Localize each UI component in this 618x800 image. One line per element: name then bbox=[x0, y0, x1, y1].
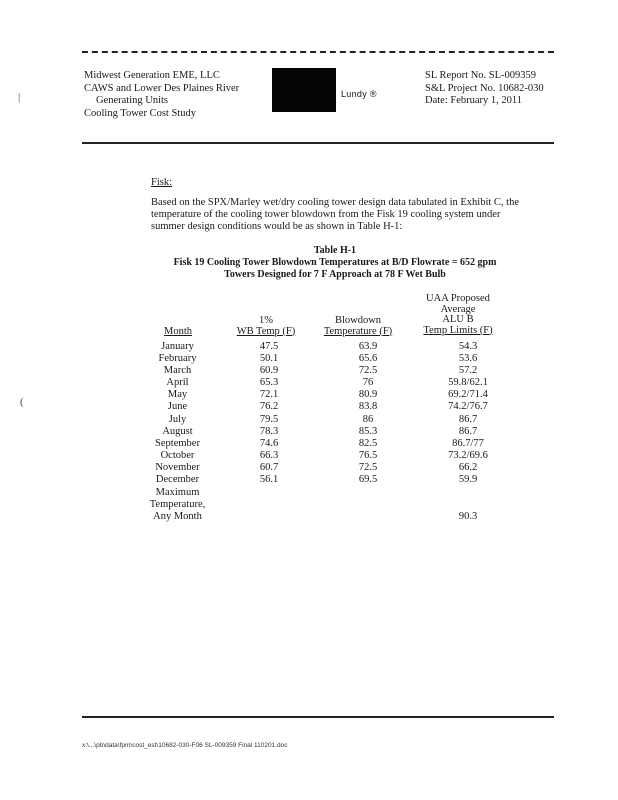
max-temperature-label: Maximum Temperature, Any Month bbox=[149, 487, 206, 523]
cell-blowdown-temp: 63.9 bbox=[358, 341, 378, 352]
cell-blowdown-temp: 72.5 bbox=[358, 461, 378, 473]
table-caption-number: Table H-1 bbox=[313, 245, 357, 256]
cell-uaa-limit: 53.6 bbox=[458, 353, 478, 365]
project-number: S&L Project No. 10682-030 bbox=[425, 82, 544, 94]
cell-month: April bbox=[166, 377, 189, 389]
table-row bbox=[120, 401, 520, 413]
cell-uaa-limit: 86.7/77 bbox=[452, 437, 484, 449]
cell-month: September bbox=[155, 437, 200, 449]
company-name: Midwest Generation EME, LLC bbox=[84, 70, 220, 81]
cell-month: July bbox=[168, 413, 187, 425]
cell-month: January bbox=[161, 341, 194, 352]
cell-blowdown-temp: 80.9 bbox=[358, 389, 378, 401]
cell-blowdown-temp: 86 bbox=[362, 413, 374, 425]
company-logo bbox=[272, 68, 336, 112]
table-caption-title: Fisk 19 Cooling Tower Blowdown Temperatures at B/D Flowrate = 652 gpm bbox=[173, 257, 497, 268]
report-date: Date: February 1, 2011 bbox=[425, 95, 523, 106]
cell-wb-temp: 65.3 bbox=[259, 377, 279, 389]
cell-month: October bbox=[160, 449, 195, 461]
table-row bbox=[120, 438, 520, 450]
cell-wb-temp: 60.9 bbox=[259, 365, 279, 377]
cell-blowdown-temp: 82.5 bbox=[358, 437, 378, 449]
cell-month: May bbox=[167, 389, 188, 401]
cell-month: November bbox=[155, 461, 200, 473]
cell-month: December bbox=[155, 474, 200, 486]
cell-uaa-limit: 66.2 bbox=[458, 461, 478, 473]
scan-mark: ( bbox=[20, 396, 24, 408]
cell-blowdown-temp: 72.5 bbox=[358, 365, 378, 377]
column-header-blowdown: Blowdown Temperature (F) bbox=[323, 315, 393, 337]
table-body bbox=[120, 341, 520, 486]
project-line-2: Generating Units bbox=[96, 95, 169, 106]
cell-wb-temp: 66.3 bbox=[259, 449, 279, 461]
cell-uaa-limit: 74.2/76.7 bbox=[448, 401, 488, 413]
cell-uaa-limit: 69.2/71.4 bbox=[448, 389, 488, 401]
table-row bbox=[120, 353, 520, 365]
cell-uaa-limit: 86.7 bbox=[458, 413, 478, 425]
column-header-uaa: UAA Proposed Average ALU B Temp Limits (F) bbox=[423, 293, 493, 336]
section-title: Fisk: bbox=[151, 177, 173, 188]
cell-month: March bbox=[163, 365, 192, 377]
table-row bbox=[120, 450, 520, 462]
scan-mark: | bbox=[18, 91, 21, 103]
table-row bbox=[120, 414, 520, 426]
footer-rule bbox=[82, 716, 554, 718]
header-right-block bbox=[425, 70, 544, 108]
top-rule bbox=[82, 51, 554, 53]
cell-blowdown-temp: 85.3 bbox=[358, 425, 378, 437]
cell-blowdown-temp: 83.8 bbox=[358, 401, 378, 413]
project-line: CAWS and Lower Des Plaines River bbox=[84, 82, 240, 94]
study-title: Cooling Tower Cost Study bbox=[84, 107, 196, 119]
cell-wb-temp: 79.5 bbox=[259, 413, 279, 425]
header-left-block bbox=[84, 70, 239, 120]
cell-wb-temp: 74.6 bbox=[259, 437, 279, 449]
table-row bbox=[120, 341, 520, 353]
cell-month: February bbox=[158, 353, 197, 365]
cell-wb-temp: 50.1 bbox=[259, 353, 279, 365]
cell-blowdown-temp: 69.5 bbox=[358, 474, 378, 486]
cell-month: August bbox=[162, 425, 193, 437]
cell-wb-temp: 60.7 bbox=[259, 461, 279, 473]
logo-text: Lundy ® bbox=[341, 89, 377, 99]
header-rule bbox=[82, 142, 554, 144]
max-temperature-value: 90.3 bbox=[458, 511, 478, 522]
cell-uaa-limit: 54.3 bbox=[458, 341, 478, 352]
table-row bbox=[120, 426, 520, 438]
table-row bbox=[120, 474, 520, 486]
table-row bbox=[120, 462, 520, 474]
footer-file-path: x:\...\pb\data\fpm\cost_est\10682-030-F06 SL-009359 Final 110201.doc bbox=[82, 742, 288, 749]
table-row bbox=[120, 389, 520, 401]
cell-wb-temp: 72.1 bbox=[259, 389, 279, 401]
cell-wb-temp: 56.1 bbox=[259, 474, 279, 486]
cell-uaa-limit: 86.7 bbox=[458, 425, 478, 437]
table-row bbox=[120, 365, 520, 377]
cell-uaa-limit: 57.2 bbox=[458, 365, 478, 377]
column-header-wb: 1% WB Temp (F) bbox=[236, 315, 296, 337]
column-header-month: Month bbox=[163, 326, 192, 337]
cell-wb-temp: 78.3 bbox=[259, 425, 279, 437]
cell-month: June bbox=[167, 401, 188, 413]
table-row bbox=[120, 377, 520, 389]
section-paragraph: Based on the SPX/Marley wet/dry cooling tower design data tabulated in Exhibit C, the temperature of the cooling tower blowdown from the Fisk 19 cooling system under summer design conditions would be as shown in Table H-1: bbox=[151, 197, 520, 232]
cell-blowdown-temp: 76.5 bbox=[358, 449, 378, 461]
cell-blowdown-temp: 76 bbox=[362, 377, 374, 389]
cell-uaa-limit: 59.8/62.1 bbox=[448, 377, 488, 389]
report-number: SL Report No. SL-009359 bbox=[425, 70, 537, 81]
cell-wb-temp: 47.5 bbox=[259, 341, 279, 352]
cell-wb-temp: 76.2 bbox=[259, 401, 279, 413]
cell-uaa-limit: 73.2/69.6 bbox=[448, 449, 488, 461]
cell-uaa-limit: 59.9 bbox=[458, 474, 478, 486]
cell-blowdown-temp: 65.6 bbox=[358, 353, 378, 365]
table-caption-subtitle: Towers Designed for 7 F Approach at 78 F Wet Bulb bbox=[224, 269, 446, 280]
